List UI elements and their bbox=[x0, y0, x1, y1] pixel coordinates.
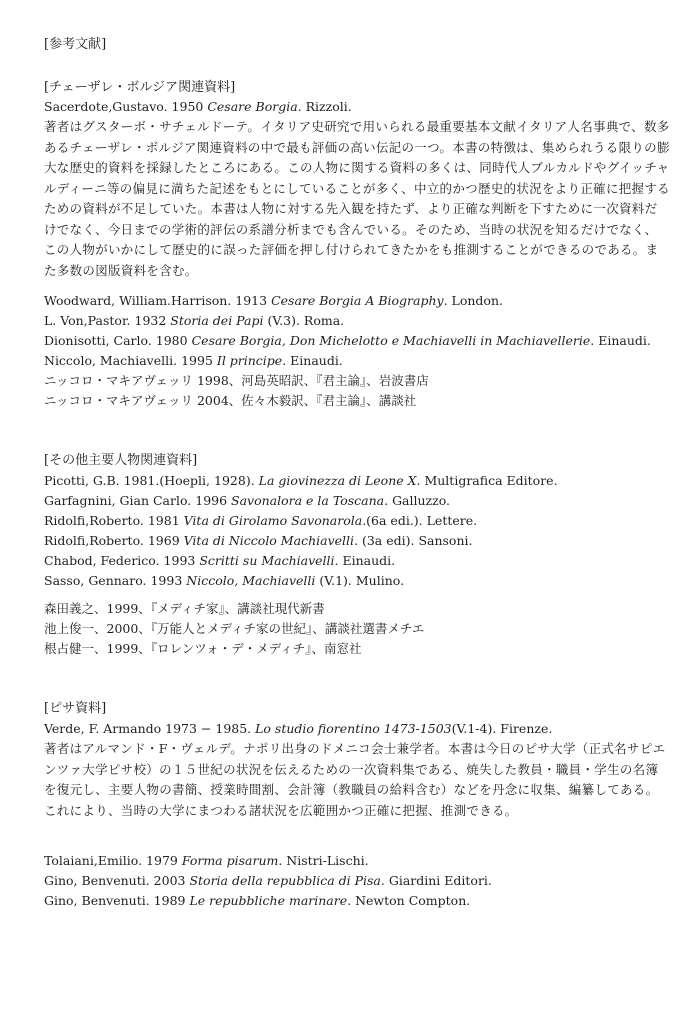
borgia-description: 著者はグスターボ・サチェルドーテ。イタリア史研究で用いられる最重要基本文献イタリア人名事典で、数多あるチェーザレ・ボルジア関連資料の中で最も評価の高い伝記の一つ。本書の特徴は、集められうる限りの膨大な歴史的資料を採録したところにある。この人物に関する資料の多くは、同時代人ブルカルドやグイッチャルディーニ等の偏見に満ちた記述をもとにしていることが多く、中立的かつ歴史的状況をより正確に把握するための資料が不足していた。本書は人物に対する先入観を持たず、より正確な判断を下すために一次資料だけでなく、今日までの学術的評伝の系譜分析までも含んでいる。そのため、当時の状況を知るだけでなく、この人物がいかにして歴史的に誤った評価を押し付けられてきたかをも推測することができるのである。また多数の図版資料を含む。 bbox=[44, 119, 670, 278]
reference-entry: 森田義之、1999、『メディチ家』、講談社現代新書 bbox=[44, 601, 325, 616]
reference-entry: ニッコロ・マキアヴェッリ 2004、佐々木毅訳、『君主論』、講談社 bbox=[44, 393, 417, 408]
section-heading-others: [その他主要人物関連資料] bbox=[44, 453, 198, 468]
section-heading-pisa: [ピサ資料] bbox=[44, 701, 107, 716]
reference-entry: Sacerdote,Gustavo. 1950 Cesare Borgia. Rizzoli. bbox=[44, 99, 352, 114]
reference-entry: Chabod, Federico. 1993 Scritti su Machiavelli. Einaudi. bbox=[44, 553, 396, 568]
reference-entry: Tolaiani,Emilio. 1979 Forma pisarum. Nistri-Lischi. bbox=[44, 853, 369, 868]
reference-entry: ニッコロ・マキアヴェッリ 1998、河島英昭訳、『君主論』、岩波書店 bbox=[44, 373, 429, 388]
reference-entry: Woodward, William.Harrison. 1913 Cesare Borgia A Biography. London. bbox=[44, 293, 503, 308]
reference-entry: L. Von,Pastor. 1932 Storia dei Papi (V.3). Roma. bbox=[44, 313, 345, 328]
reference-entry: Garfagnini, Gian Carlo. 1996 Savonalora e la Toscana. Galluzzo. bbox=[44, 493, 451, 508]
section-heading-borgia: [チェーザレ・ボルジア関連資料] bbox=[44, 80, 236, 95]
reference-entry: Niccolo, Machiavelli. 1995 Il principe. Einaudi. bbox=[44, 353, 343, 368]
reference-entry: Gino, Benvenuti. 2003 Storia della repubblica di Pisa. Giardini Editori. bbox=[44, 873, 492, 888]
page-title: [参考文献] bbox=[44, 37, 107, 52]
pisa-description: 著者はアルマンド・F・ヴェルデ。ナポリ出身のドメニコ会士兼学者。本書は今日のピサ大学（正式名サピエンツァ大学ピサ校）の１５世紀の状況を伝えるための一次資料集である、焼失した教員・職員・学生の名簿を復元し、主要人物の書簡、授業時間割、会計簿（教職員の給料含む）などを丹念に収集、編纂してある。これにより、当時の大学にまつわる諸状況を広範囲かつ正確に把握、推測できる。 bbox=[44, 741, 666, 818]
reference-entry: Verde, F. Armando 1973 − 1985. Lo studio fiorentino 1473-1503(V.1-4). Firenze. bbox=[44, 721, 553, 736]
reference-entry: Gino, Benvenuti. 1989 Le repubbliche marinare. Newton Compton. bbox=[44, 893, 471, 908]
reference-entry: Ridolfi,Roberto. 1981 Vita di Girolamo Savonarola.(6a edi.). Lettere. bbox=[44, 513, 478, 528]
reference-entry: Ridolfi,Roberto. 1969 Vita di Niccolo Machiavelli. (3a edi). Sansoni. bbox=[44, 533, 473, 548]
reference-entry: 根占健一、1999、『ロレンツォ・デ・メディチ』、南窓社 bbox=[44, 641, 362, 656]
reference-entry: Dionisotti, Carlo. 1980 Cesare Borgia, Don Michelotto e Machiavelli in Machiavellerie. Einaudi. bbox=[44, 333, 651, 348]
reference-entry: Picotti, G.B. 1981.(Hoepli, 1928). La giovinezza di Leone X. Multigrafica Editore. bbox=[44, 473, 558, 488]
reference-entry: 池上俊一、2000、『万能人とメディチ家の世紀』、講談社選書メチエ bbox=[44, 621, 425, 636]
reference-entry: Sasso, Gennaro. 1993 Niccolo, Machiavelli (V.1). Mulino. bbox=[44, 573, 405, 588]
